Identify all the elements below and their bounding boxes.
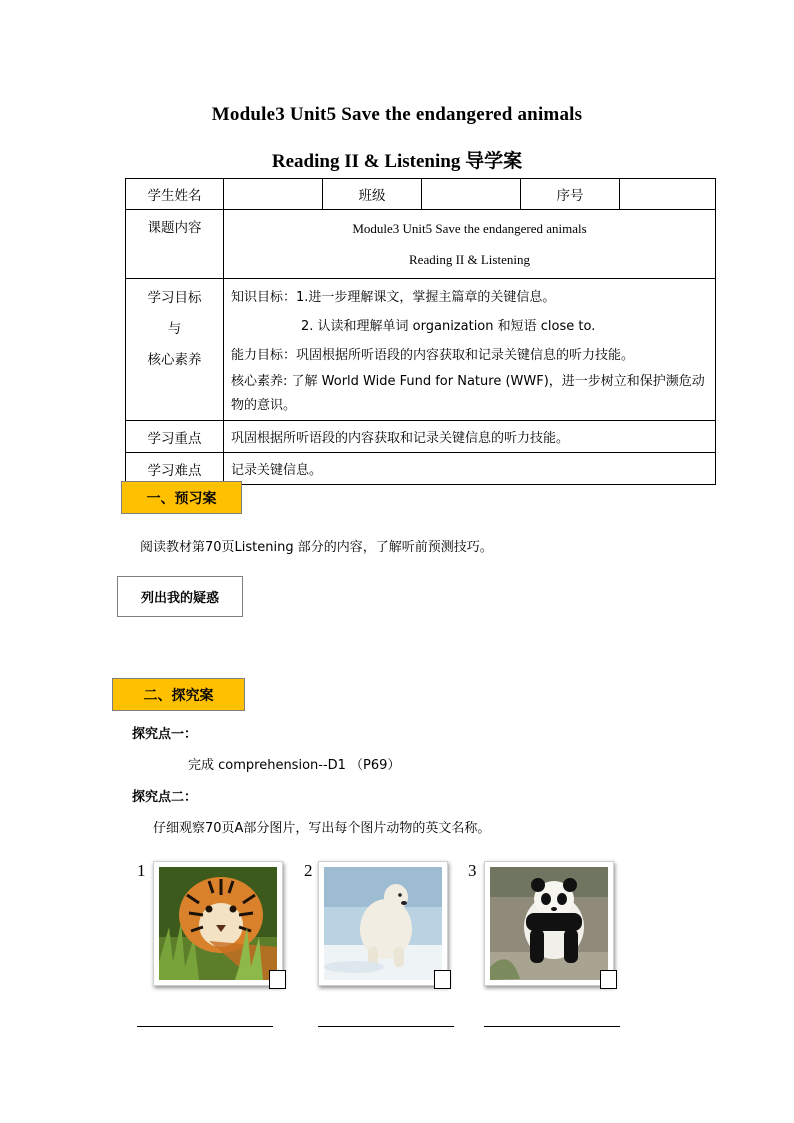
preview-instruction: 阅读教材第70页Listening 部分的内容，了解听前预测技巧。 (140, 540, 493, 555)
key-points-row (126, 421, 716, 453)
polar-bear-photo (324, 867, 442, 980)
picture-2-frame (318, 861, 448, 986)
goals-label-line-2: 与 (167, 321, 182, 337)
topic-line-2: Reading II & Listening (409, 252, 530, 267)
picture-1-checkbox[interactable] (269, 970, 286, 989)
subtitle-english: Reading II & Listening (271, 151, 466, 172)
picture-1-number: 1 (137, 861, 146, 880)
class-field[interactable] (422, 179, 521, 210)
student-info-row (126, 179, 716, 210)
picture-3-number: 3 (468, 861, 477, 880)
number-field[interactable] (620, 179, 716, 210)
document-subtitle (0, 146, 794, 173)
number-label: 序号 (521, 179, 620, 210)
key-points-text: 巩固根据所听语段的内容获取和记录关键信息的听力技能。 (224, 421, 716, 453)
picture-2-checkbox[interactable] (434, 970, 451, 989)
picture-1-frame (153, 861, 283, 986)
difficulties-row (126, 453, 716, 485)
goals-label (126, 279, 224, 421)
knowledge-goal-1: 知识目标：1.进一步理解课文，掌握主篇章的关键信息。 (231, 290, 556, 305)
subtitle-chinese: 导学案 (465, 150, 523, 172)
key-points-label: 学习重点 (126, 421, 224, 453)
difficulties-label: 学习难点 (126, 453, 224, 485)
student-name-field[interactable] (224, 179, 323, 210)
topic-row (126, 210, 716, 279)
difficulties-text: 记录关键信息。 (224, 453, 716, 485)
student-name-label: 学生姓名 (126, 179, 224, 210)
goals-label-line-3: 核心素养 (147, 352, 202, 368)
knowledge-goal-2: 2. 认读和理解单词 organization 和短语 close to. (301, 319, 596, 334)
document-title: Module3 Unit5 Save the endangered animals (211, 104, 583, 125)
preview-section-heading: 一、预习案 (121, 481, 242, 514)
topic-content (224, 210, 716, 279)
picture-3-checkbox[interactable] (600, 970, 617, 989)
picture-2-number: 2 (304, 861, 313, 880)
answer-line-1[interactable] (137, 1026, 273, 1027)
explore-point-1-text: 完成 comprehension--D1 （P69） (188, 758, 401, 773)
answer-line-3[interactable] (484, 1026, 620, 1027)
class-label: 班级 (323, 179, 422, 210)
answer-line-2[interactable] (318, 1026, 454, 1027)
core-literacy-goal: 核心素养: 了解 World Wide Fund for Nature (WWF)，进一步树立和保护濒危动物的意识。 (231, 374, 705, 413)
goals-label-line-1: 学习目标 (147, 290, 202, 306)
goals-content (224, 279, 716, 421)
panda-photo (490, 867, 608, 980)
lesson-info-table (125, 178, 716, 485)
explore-point-1-label: 探究点一： (132, 727, 198, 742)
ability-goal: 能力目标：巩固根据所听语段的内容获取和记录关键信息的听力技能。 (231, 348, 635, 363)
topic-label: 课题内容 (126, 210, 224, 279)
explore-point-2-label: 探究点二： (132, 790, 198, 805)
explore-section-heading: 二、探究案 (112, 678, 245, 711)
tiger-photo (159, 867, 277, 980)
doubts-box[interactable]: 列出我的疑惑 (117, 576, 243, 617)
topic-line-1: Module3 Unit5 Save the endangered animals (352, 221, 587, 236)
goals-row (126, 279, 716, 421)
explore-point-2-text: 仔细观察70页A部分图片，写出每个图片动物的英文名称。 (153, 821, 491, 836)
picture-3-frame (484, 861, 614, 986)
